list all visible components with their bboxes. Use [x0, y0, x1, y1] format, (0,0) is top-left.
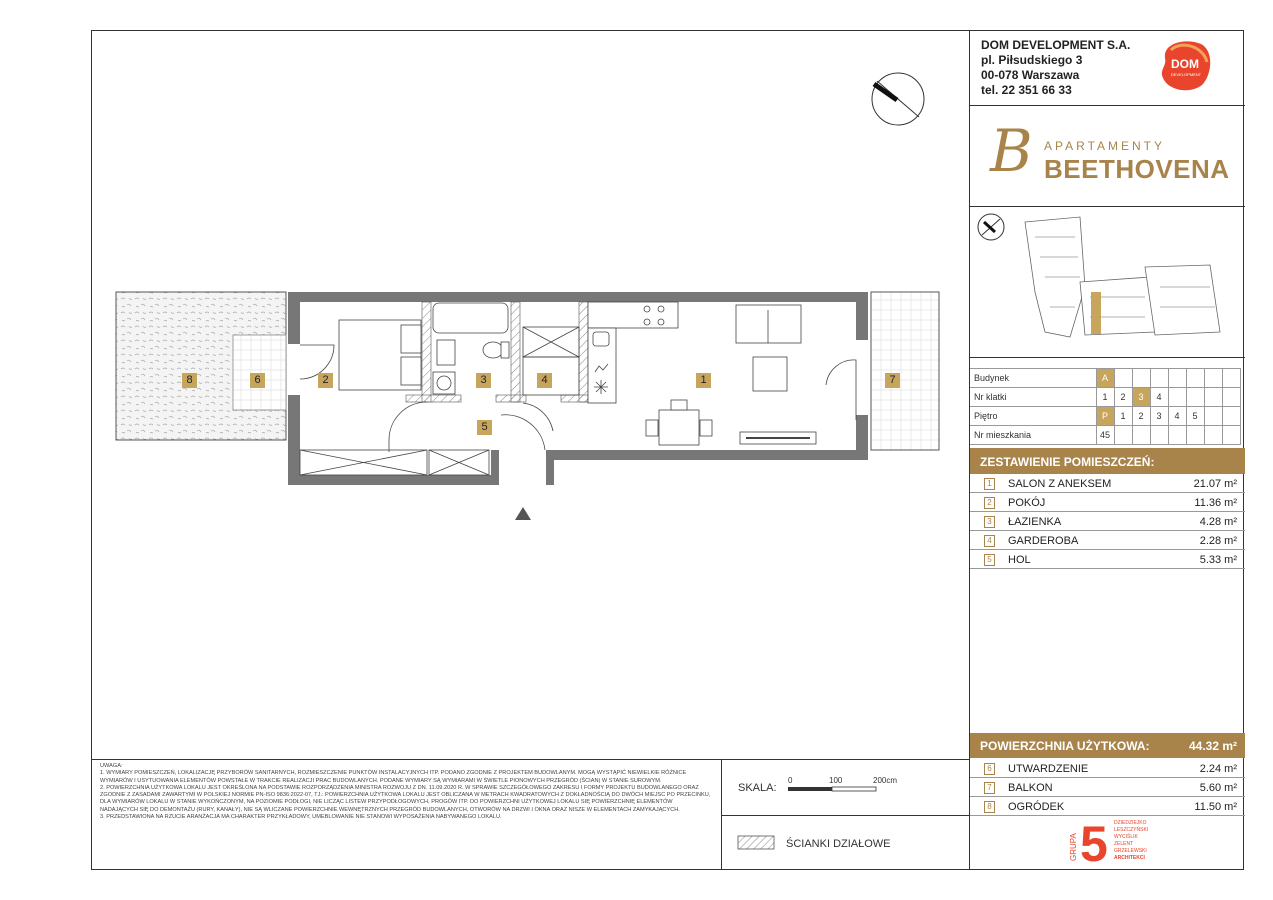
floor-plan-drawing: [91, 30, 970, 759]
company-city: 00-078 Warszawa: [981, 68, 1080, 82]
info-sidebar: [969, 30, 1244, 870]
plan-label-7: 7: [885, 373, 900, 388]
entrance-marker-icon: [515, 507, 531, 520]
note-item: 2. POWIERZCHNIA UŻYTKOWA LOKALU JEST OKREŚLONA NA PODSTAWIE ROZPORZĄDZENIA MINISTRA ROZWOJU Z DN. 11.09.2020 R. W SPRAWIE SZCZEGÓŁOWEGO ZAKRESU I FORMY PROJEKTU BUDOWLANEGO ORAZ ZGODNIE Z ZASADAMI ZAWARTYMI W POLSKIEJ NORMIE PN-ISO 9836:2022-07, TJ.: POWIERZCHNIA UŻYTKOWA LOKALU JEST OBLICZANA W METRACH KWADRATOWYCH Z DOKŁADNOŚCIĄ DO DWÓCH MIEJSC PO PRZECINKU, DLA WYMIARÓW LOKALU W STANIE WYKOŃCZONYM, NA POZIOMIE PODŁOGI, NIE LICZĄC LISTEW PRZYPODŁOGOWYCH, PROGÓW ITP. DO POWIERZCHNI UŻYTKOWEJ LOKALU SIĘ POWIERZCHNIĘ ELEMENTÓW NADAJĄCYCH SIĘ DO DEMONTAŻU (RURY, KANAŁY), NIE SĄ WLICZANE POWIERZCHNIE WEWNĘTRZNYCH PRZEGRÓD BUDOWLANYCH, OTWORÓW NA DRZWI I OKNA ORAZ NISZE W ELEMENTACH ZAMYKAJĄCYCH.: [100, 784, 711, 813]
kitchen-counter: [588, 302, 678, 403]
scale-tick-100: 100: [829, 776, 843, 785]
grupa-text: GRUPA: [1069, 833, 1078, 861]
room-row: 2 POKÓJ 11.36 m²: [970, 493, 1245, 512]
scale-tick-200: 200cm: [873, 776, 898, 785]
total-area: [970, 733, 1245, 758]
extra-row: 8 OGRÓDEK 11.50 m²: [970, 797, 1245, 816]
total-area-label: POWIERZCHNIA UŻYTKOWA:: [980, 739, 1150, 753]
architect-line: DZIEDZIEJKO: [1114, 820, 1147, 826]
logo-text-dom: DOM: [1171, 57, 1199, 71]
notes-title: UWAGA:: [100, 763, 123, 769]
architect-line: WYCIŚLIK: [1114, 834, 1138, 840]
plan-label-8: 8: [182, 373, 197, 388]
row-klatka: Nr klatki 1 2 3 4: [970, 388, 1240, 407]
north-arrow-icon: [872, 73, 924, 125]
project-title-top: APARTAMENTY: [1044, 139, 1166, 153]
plan-label-2: 2: [318, 373, 333, 388]
bed: [339, 320, 421, 390]
row-pietro: Piętro P 1 2 3 4 5: [970, 407, 1240, 426]
rooms-header: ZESTAWIENIE POMIESZCZEŃ:: [970, 448, 1245, 474]
notes-block: [91, 759, 721, 870]
room-row: 3 ŁAZIENKA 4.28 m²: [970, 512, 1245, 531]
scale-legend-box: [721, 759, 969, 870]
architect-line: ZELENT: [1114, 841, 1134, 847]
company-address: [981, 38, 1130, 98]
company-street: pl. Piłsudskiego 3: [981, 53, 1083, 67]
plan-label-5: 5: [477, 420, 492, 435]
room-row: 1 SALON Z ANEKSEM 21.07 m²: [970, 474, 1245, 493]
grupa5-logo: [1068, 815, 1178, 865]
grupa-number: 5: [1080, 816, 1108, 865]
plan-label-1: 1: [696, 373, 711, 388]
total-area-value: 44.32 m²: [1188, 739, 1237, 753]
architect-line: ARCHITEKCI: [1114, 855, 1145, 861]
plan-label-3: 3: [476, 373, 491, 388]
room-row: 4 GARDEROBA 2.28 m²: [970, 531, 1245, 550]
company-name: DOM DEVELOPMENT S.A.: [981, 38, 1131, 52]
dom-development-logo: [1157, 36, 1215, 94]
plan-label-6: 6: [250, 373, 265, 388]
key-plan: [970, 207, 1245, 357]
floor-plan: [91, 30, 970, 759]
project-title-main: BEETHOVENA: [1044, 154, 1230, 184]
building-info-table: [970, 368, 1241, 445]
plan-label-4: 4: [537, 373, 552, 388]
note-item: 1. WYMIARY POMIESZCZEŃ, LOKALIZACJĘ PRZYBORÓW SANITARNYCH, ROZMIESZCZENIE PUNKTÓW INSTALACYJNYCH ITP. PODANO ZGODNIE Z PROJEKTEM BUDOWLANYM. MOGĄ WYSTĄPIĆ NIEWIELKIE RÓŻNICE WYMIARÓW I USYTUOWANIA ELEMENTÓW POWSTAŁE W TRAKCIE REALIZACJI PRAC BUDOWLANYCH. PODANE WYMIARY SĄ WYMIARAMI W ŚWIETLE PIONOWYCH PRZEGRÓD (ŚCIAN) W STANIE SUROWYM.: [100, 770, 687, 784]
partition-legend-swatch: [738, 836, 774, 849]
company-phone: tel. 22 351 66 33: [981, 83, 1072, 97]
scale-label: SKALA:: [738, 782, 777, 794]
extra-row: 7 BALKON 5.60 m²: [970, 778, 1245, 797]
bathroom-fixtures: [433, 303, 509, 394]
keyplan-north-arrow-icon: [978, 214, 1004, 240]
room-row: 5 HOL 5.33 m²: [970, 550, 1245, 569]
partition-legend-label: ŚCIANKI DZIAŁOWE: [786, 838, 891, 850]
row-budynek: Budynek A: [970, 369, 1240, 388]
balcony-area: [871, 292, 939, 450]
keyplan-highlight: [1091, 292, 1101, 334]
architect-line: LESZCZYŃSKI: [1114, 827, 1149, 833]
logo-text-development: DEVELOPMENT: [1170, 72, 1202, 77]
row-mieszkanie: Nr mieszkania 45: [970, 426, 1240, 445]
project-logo: [990, 117, 1230, 190]
extra-row: 6 UTWARDZENIE 2.24 m²: [970, 759, 1245, 778]
architect-line: GRZELEWSKI: [1114, 848, 1147, 854]
project-monogram: B: [990, 117, 1033, 185]
note-item: 3. PRZEDSTAWIONA NA RZUCIE ARANŻACJA MA CHARAKTER PRZYKŁADOWY, UMEBLOWANIE NIE STANOWI WYPOSAŻENIA NABYWANEGO LOKALU.: [100, 814, 502, 821]
scale-tick-0: 0: [788, 776, 793, 785]
